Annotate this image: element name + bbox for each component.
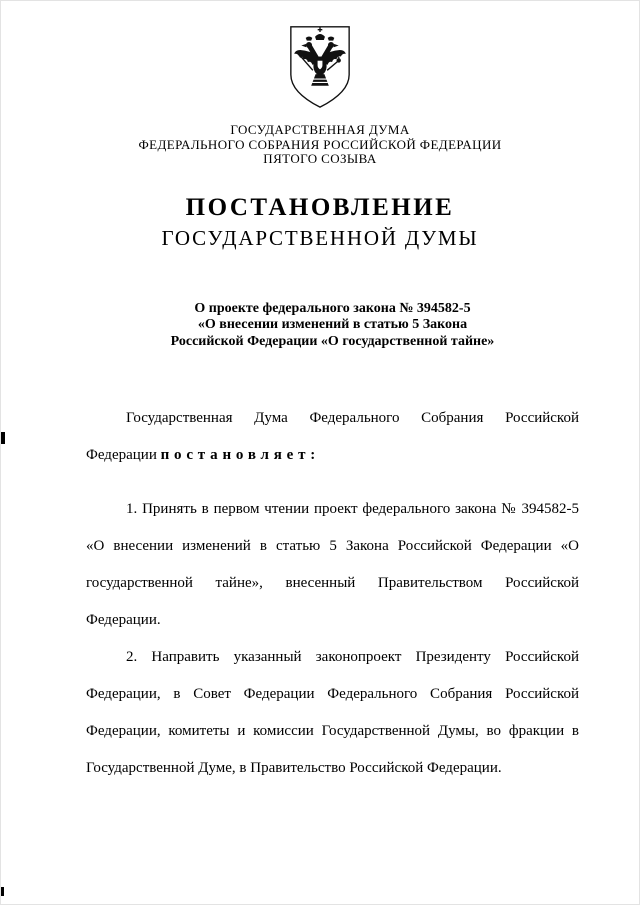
coat-of-arms [1, 1, 639, 112]
issuing-authority [1, 123, 639, 167]
org-name-line2: ФЕДЕРАЛЬНОГО СОБРАНИЯ РОССИЙСКОЙ ФЕДЕРАЦИИ [138, 136, 502, 152]
org-name-line1: ГОСУДАРСТВЕННАЯ ДУМА [230, 122, 410, 137]
scan-artifact [1, 432, 5, 444]
scan-artifact [1, 887, 4, 896]
double-headed-eagle-icon [287, 22, 353, 112]
document-type-subtitle: ГОСУДАРСТВЕННОЙ ДУМЫ [161, 225, 479, 250]
intro-resolution-verb: постановляет: [160, 447, 321, 463]
resolution-paragraph-1: 1. Принять в первом чтении проект федерального закона № 394582-5 «О внесении изменений в статью 5 Закона Российской Федерации «О государственной тайне», внесенный Правительством Российской Федерации. [86, 501, 579, 628]
document-type-title: ПОСТАНОВЛЕНИЕ [185, 193, 455, 221]
org-name-line3: ПЯТОГО СОЗЫВА [263, 151, 377, 166]
intro-paragraph [86, 400, 579, 474]
intro-text: Государственная Дума Федерального Собрания Российской Федерации [86, 410, 579, 463]
subject-line3: Российской Федерации «О государственной тайне» [170, 333, 495, 349]
subject-line1: О проекте федерального закона № 394582-5 [194, 300, 471, 316]
document-body [86, 400, 579, 787]
subject-line2: «О внесении изменений в статью 5 Закона [197, 317, 468, 332]
resolution-paragraph-2: 2. Направить указанный законопроект Президенту Российской Федерации, в Совет Федерации Федерального Собрания Российской Федерации, комитеты и комиссии Государственной Думы, во фракции в Государственной Думе, в Правительство Российской Федерации. [86, 649, 579, 776]
document-subject [86, 301, 579, 351]
